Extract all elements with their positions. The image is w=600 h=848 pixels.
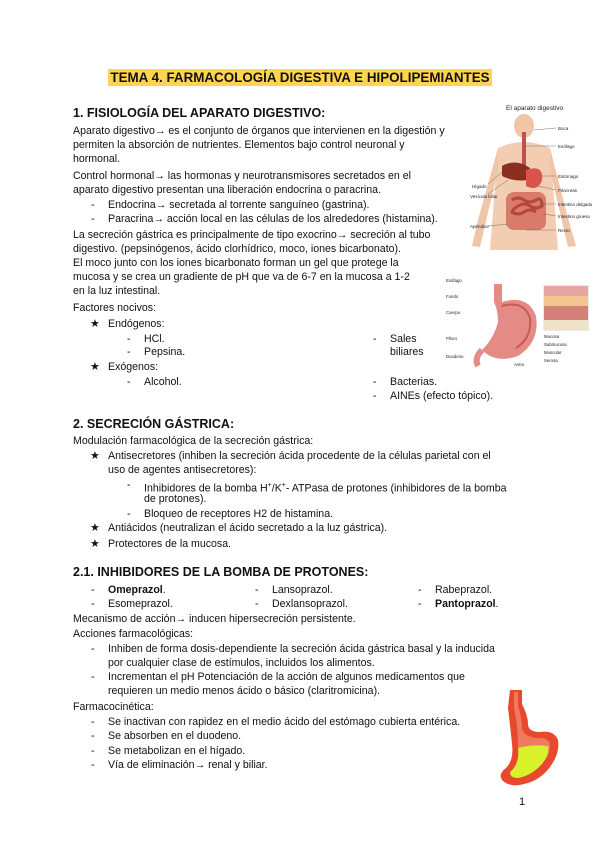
text-line: Factores nocivos:	[73, 302, 157, 314]
label-serosa: Serosa	[544, 358, 558, 363]
label-line	[534, 128, 556, 130]
label-fondo: Fondo	[446, 294, 459, 299]
list-item: Endógenos:	[108, 318, 165, 330]
text-line: permiten la absorción de nutrientes. Elementos bajo control neuronal y	[73, 139, 405, 151]
label-estomago: Estómago	[558, 174, 579, 179]
star-bullet: ★	[90, 318, 100, 330]
list-item: por cualquier clase de estímulos, incluidos los alimentos.	[108, 657, 375, 669]
stomach-anatomy-shape	[482, 284, 537, 359]
text-line: El moco junto con los iones bicarbonato forman un gel que protege la	[73, 257, 399, 269]
list-item: Protectores de la mucosa.	[108, 538, 232, 550]
text-line: Control hormonal→ las hormonas y neurotransmisores secretados en el	[73, 170, 411, 182]
list-item: Antisecretores (inhiben la secreción ácida procedente de la células parietal con el	[108, 450, 491, 462]
dash-bullet: -	[127, 376, 131, 388]
star-bullet: ★	[90, 538, 100, 550]
list-item: Se absorben en el duodeno.	[108, 730, 242, 742]
drug-esomeprazol: Esomeprazol.	[108, 598, 173, 610]
dash-bullet: -	[418, 598, 422, 610]
list-item: AINEs (efecto tópico).	[390, 390, 494, 402]
dash-bullet: -	[91, 213, 95, 225]
label-vesicula: Vesícula biliar	[470, 194, 498, 199]
dash-bullet: -	[91, 730, 95, 742]
list-item: Alcohol.	[144, 376, 182, 388]
list-item: de protones).	[144, 493, 207, 505]
drug-rabeprazol: Rabeprazol.	[435, 584, 493, 596]
list-item: Pepsina.	[144, 346, 186, 358]
text-line: La secreción gástrica es principalmente de tipo exocrino→ secreción al tubo	[73, 229, 431, 241]
drug-lansoprazol: Lansoprazol.	[272, 584, 333, 596]
layer-serosa	[544, 320, 588, 330]
layer-mucosa	[544, 286, 588, 296]
section-1-heading: 1. FISIOLOGÍA DEL APARATO DIGESTIVO:	[73, 106, 326, 120]
label-antro: Antro	[514, 362, 525, 367]
dash-bullet: -	[418, 584, 422, 596]
list-item: Exógenos:	[108, 361, 159, 373]
dash-bullet: -	[91, 671, 95, 683]
label-recto: Recto	[558, 228, 570, 233]
dash-bullet: -	[127, 479, 131, 491]
list-item: Se inactivan con rapidez en el medio ácido del estómago cubierta entérica.	[108, 716, 461, 728]
dash-bullet: -	[373, 376, 377, 388]
page-title: TEMA 4. FARMACOLOGÍA DIGESTIVA E HIPOLIPEMIANTES	[110, 70, 490, 85]
dash-bullet: -	[373, 390, 377, 402]
dash-bullet: -	[91, 598, 95, 610]
list-item: Incrementan el pH Potenciación de la acción de algunos medicamentos que	[108, 671, 465, 683]
drug-pantoprazol: Pantoprazol.	[435, 598, 499, 610]
duodenum-shape	[477, 350, 482, 366]
digestive-system-figure	[468, 100, 593, 250]
list-item: biliares	[390, 346, 424, 358]
list-item: Bloqueo de receptores H2 de histamina.	[144, 508, 334, 520]
list-item: Sales	[390, 333, 417, 345]
section-2-heading: 2. SECRECIÓN GÁSTRICA:	[73, 417, 235, 431]
dash-bullet: -	[91, 745, 95, 757]
label-boca: Boca	[558, 126, 569, 131]
label-pancreas: Páncreas	[558, 188, 578, 193]
label-higado: Hígado	[472, 184, 487, 189]
text-line: Farmacocinética:	[73, 701, 154, 713]
label-piloro: Píloro	[446, 336, 458, 341]
label-intestino-delgado: Intestino delgado	[558, 202, 593, 207]
stomach-illustration	[488, 688, 564, 792]
text-line: Acciones farmacológicas:	[73, 628, 194, 640]
dash-bullet: -	[255, 584, 259, 596]
list-item: Inhibidores de la bomba H+/K+- ATPasa de protones (inhibidores de la bomba	[144, 482, 507, 495]
text-line: hormonal.	[73, 153, 121, 165]
drug-omeprazol: Omeprazol.	[108, 584, 166, 596]
label-submucosa: Submucosa	[544, 342, 567, 347]
layer-submucosa	[544, 296, 588, 306]
list-item: Endocrina→ secretada al torrente sanguíneo (gastrina).	[108, 199, 370, 211]
text-line: Mecanismo de acción→ inducen hipersecreción persistente.	[73, 613, 356, 625]
list-item: Paracrina→ acción local en las células de los alrededores (histamina).	[108, 213, 438, 225]
dash-bullet: -	[91, 199, 95, 211]
label-mucosa: Mucosa	[544, 334, 560, 339]
text-line: digestivo. (pepsinógenos, ácido clorhídrico, moco, iones bicarbonato).	[73, 243, 402, 255]
dash-bullet: -	[127, 346, 131, 358]
list-item: Inhiben de forma dosis-dependiente la secreción ácida gástrica basal y la inducida	[108, 643, 495, 655]
dash-bullet: -	[91, 584, 95, 596]
text-line: en la luz intestinal.	[73, 285, 161, 297]
dash-bullet: -	[127, 508, 131, 520]
dash-bullet: -	[91, 716, 95, 728]
page-number: 1	[519, 796, 526, 808]
label-cuerpo: Cuerpo	[446, 310, 461, 315]
label-apendice: Apéndice	[470, 224, 489, 229]
drug-dexlansoprazol: Dexlansoprazol.	[272, 598, 348, 610]
layer-muscular	[544, 306, 588, 320]
star-bullet: ★	[90, 522, 100, 534]
dash-bullet: -	[91, 643, 95, 655]
list-item: requieren un medio menos ácido o básico (claritromicina).	[108, 685, 381, 697]
list-item: HCl.	[144, 333, 165, 345]
list-item: Vía de eliminación→ renal y biliar.	[108, 759, 268, 771]
list-item: Bacterias.	[390, 376, 438, 388]
dash-bullet: -	[91, 759, 95, 771]
star-bullet: ★	[90, 361, 100, 373]
dash-bullet: -	[373, 333, 377, 345]
list-item: uso de agentes antisecretores):	[108, 464, 257, 476]
label-esofago: Esófago	[558, 144, 575, 149]
label-esofago: Esófago	[446, 278, 462, 283]
list-item: Antiácidos (neutralizan el ácido secretado a la luz gástrica).	[108, 522, 388, 534]
list-item: Se metabolizan en el hígado.	[108, 745, 246, 757]
label-intestino-grueso: Intestino grueso	[558, 214, 591, 219]
dash-bullet: -	[127, 333, 131, 345]
figure-caption: El aparato digestivo	[506, 105, 564, 112]
text-line: mucosa y se crea un gradiente de pH que va de 6-7 en la mucosa a 1-2	[73, 271, 410, 283]
label-muscular: Muscular	[544, 350, 562, 355]
dash-bullet: -	[255, 598, 259, 610]
stomach-anatomy-figure	[444, 276, 596, 370]
text-line: Aparato digestivo→ es el conjunto de órganos que intervienen en la digestión y	[73, 125, 445, 137]
star-bullet: ★	[90, 450, 100, 462]
text-line: Modulación farmacológica de la secreción gástrica:	[73, 435, 314, 447]
text-line: aparato digestivo presentan una liberación endocrina o paracrina.	[73, 184, 382, 196]
section-2-1-heading: 2.1. INHIBIDORES DE LA BOMBA DE PROTONES:	[73, 565, 369, 579]
label-duodeno: Duodeno	[446, 354, 464, 359]
